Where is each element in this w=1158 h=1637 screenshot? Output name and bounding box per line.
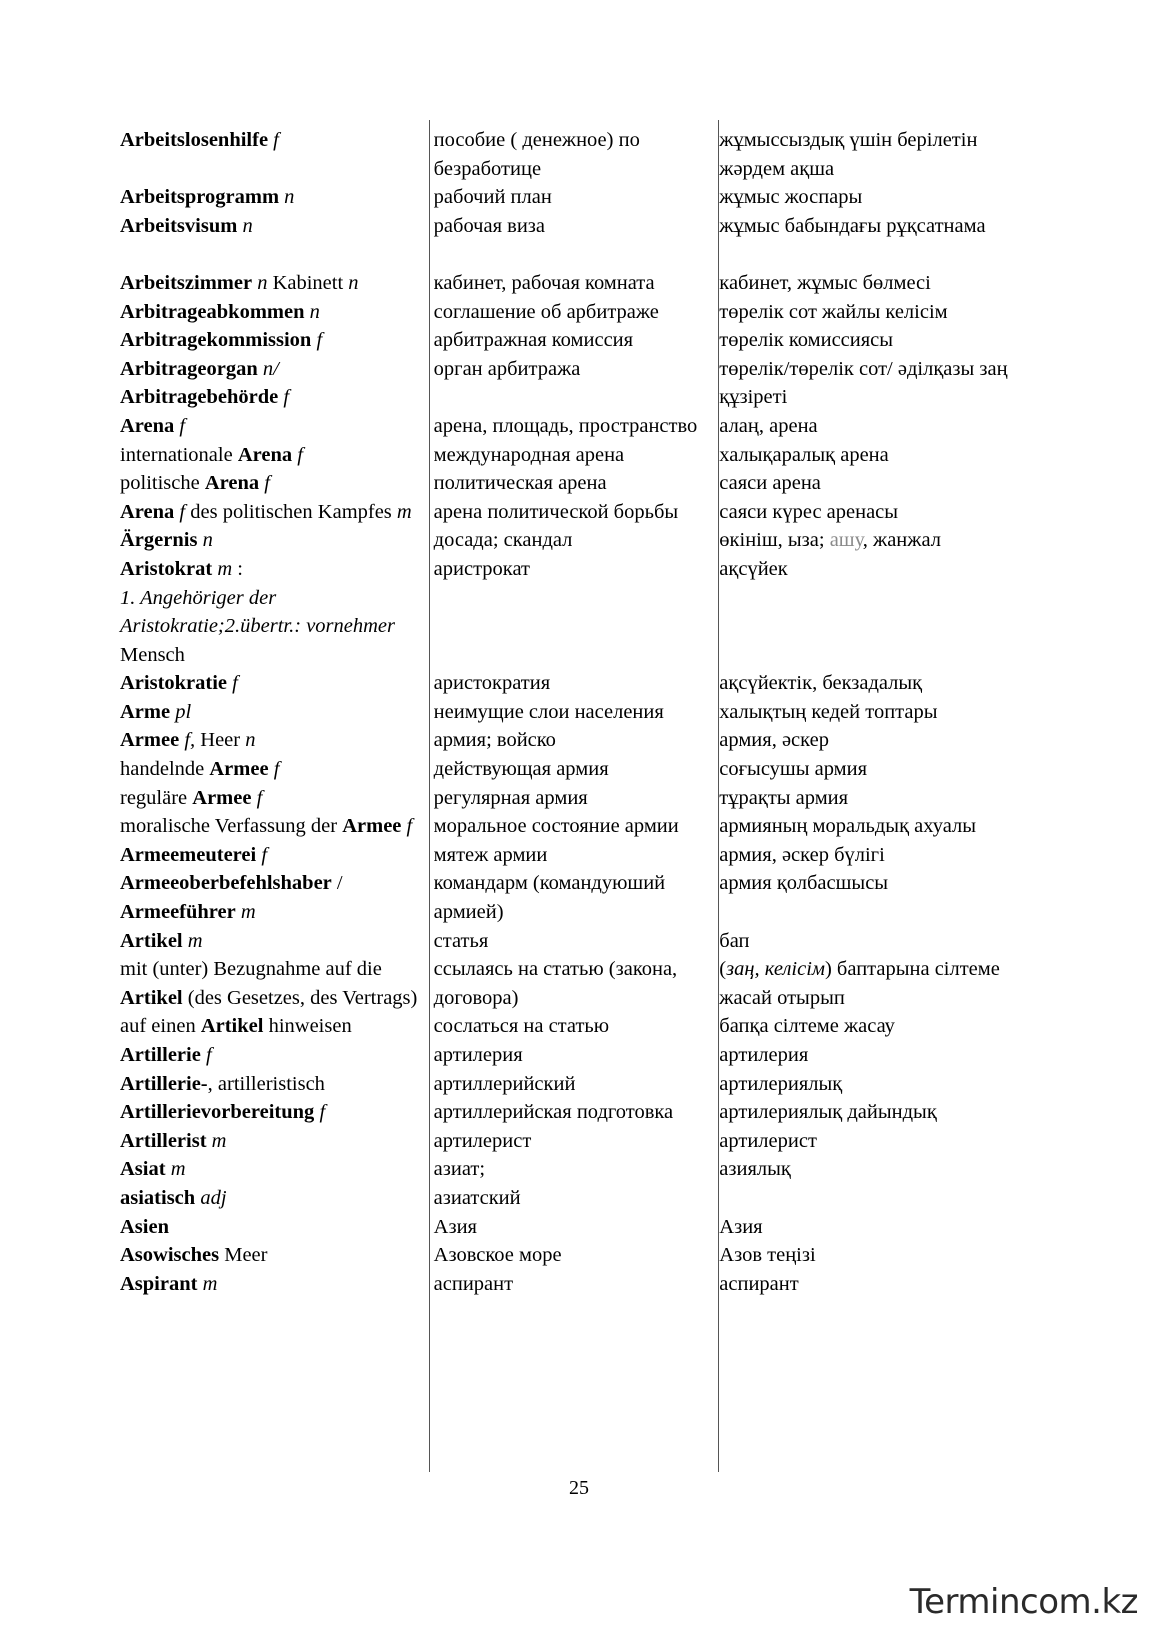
kazakh-translation: Азов теңізі: [719, 1244, 816, 1267]
russian-translation: азиатский: [433, 1186, 521, 1209]
table-row: [120, 1098, 1020, 1127]
russian-translation: арбитражная комиссия: [433, 329, 634, 352]
german-term-segment: f: [251, 786, 263, 809]
german-term-segment: f: [174, 414, 186, 437]
german-term-segment: Artillerievorbereitung: [120, 1101, 315, 1124]
german-term: [120, 126, 429, 183]
table-row: [120, 412, 1020, 441]
german-term: [120, 212, 429, 241]
german-term: [120, 669, 429, 698]
russian-translation: кабинет, рабочая комната: [433, 271, 655, 294]
german-term-segment: Artillerist: [120, 1129, 207, 1152]
german-term: [120, 1270, 429, 1299]
kazakh-translation: бап: [719, 929, 750, 952]
german-term-segment: Arena: [120, 414, 175, 437]
german-term: [120, 784, 429, 813]
russian-translation: аристократия: [433, 672, 551, 695]
german-term: [120, 183, 429, 212]
german-term-segment: hinweisen: [263, 1015, 352, 1038]
page-number: 25: [569, 1477, 589, 1499]
german-term-segment: Arme: [120, 700, 171, 723]
table-row: [120, 212, 1020, 241]
kazakh-translation: [714, 1184, 1020, 1213]
kazakh-translation: халықтың кедей топтары: [719, 700, 938, 723]
german-term-segment: m: [212, 557, 233, 580]
german-term-segment: Arbeitsvisum: [120, 214, 238, 237]
russian-translation: действующая армия: [433, 758, 609, 781]
german-term: [120, 240, 429, 297]
german-term-segment: n: [304, 300, 320, 323]
german-term: [120, 1184, 429, 1213]
table-row: [120, 869, 1020, 926]
kazakh-translation: кабинет, жұмыс бөлмесі: [719, 271, 931, 294]
table-row: [120, 1012, 1020, 1041]
german-term-segment: /: [331, 872, 343, 895]
kazakh-translation-segment: ) баптарына сілтеме жасай отырып: [719, 958, 1000, 1009]
german-term: [120, 1241, 429, 1270]
table-row: [120, 555, 1020, 669]
german-term-segment: m: [206, 1129, 227, 1152]
german-term-segment: Armee: [342, 815, 402, 838]
german-term-segment: Arbitragebehörde: [120, 386, 279, 409]
kazakh-translation: артилериялық: [719, 1072, 843, 1095]
russian-translation: мятеж армии: [433, 843, 548, 866]
table-row: [120, 298, 1020, 327]
russian-translation: пособие ( денежное) по безработице: [433, 129, 640, 180]
table-row: [120, 1270, 1020, 1299]
german-term: [120, 1155, 429, 1184]
russian-translation: соглашение об арбитраже: [433, 300, 659, 323]
german-term-segment: politische: [120, 472, 205, 495]
russian-translation: Азия: [433, 1215, 477, 1238]
kazakh-translation: жұмыс бабындағы рұқсатнама: [719, 214, 986, 237]
kazakh-translation: соғысушы армия: [719, 758, 868, 781]
german-term: [120, 1213, 429, 1242]
german-term-segment: des politischen Kampfes: [185, 500, 397, 523]
german-term-segment: Aspirant: [120, 1272, 198, 1295]
german-term-segment: Arbitrageabkommen: [120, 300, 305, 323]
german-term-segment: Artikel: [200, 1015, 264, 1038]
german-term-segment: Asowisches: [120, 1244, 220, 1267]
kazakh-translation-segment: өкініш, ыза;: [719, 529, 830, 552]
german-term: [120, 355, 429, 412]
kazakh-translation: армияның моральдық ахуалы: [719, 815, 976, 838]
russian-translation: регулярная армия: [433, 786, 588, 809]
german-term-segment: Armee: [192, 786, 252, 809]
german-term: [120, 755, 429, 784]
german-term-segment: Arena: [120, 500, 175, 523]
german-term: [120, 955, 429, 1012]
kazakh-translation: Азия: [719, 1215, 763, 1238]
kazakh-translation: [714, 955, 1020, 1012]
german-term-segment: n: [197, 529, 213, 552]
german-term-segment: f: [292, 443, 303, 466]
german-term: [120, 869, 429, 926]
table-row: [120, 1070, 1020, 1099]
german-term-segment: 1. Angehöriger der Aristokratie;2.übertr.: vornehmer: [120, 586, 395, 638]
german-term: [120, 1070, 429, 1099]
german-term-segment: , artilleristisch: [207, 1072, 325, 1095]
table-row: [120, 469, 1020, 498]
german-term: [120, 841, 429, 870]
german-term-segment: Arena: [237, 443, 293, 466]
russian-translation: армия; войско: [433, 729, 556, 752]
russian-translation: неимущие слои населения: [433, 700, 664, 723]
german-term: [120, 1012, 429, 1041]
table-row: [120, 1184, 1020, 1213]
kazakh-translation-segment: заң, келісім: [726, 958, 825, 981]
german-term-segment: f: [174, 500, 186, 523]
table-row: [120, 812, 1020, 841]
table-row: [120, 355, 1020, 412]
german-term-segment: Armeeführer: [120, 901, 236, 924]
german-term: [120, 1098, 429, 1127]
kazakh-translation-segment: ашу: [829, 529, 863, 552]
german-term-segment: f: [401, 815, 413, 838]
russian-translation: досада; скандал: [433, 529, 573, 552]
table-row: [120, 927, 1020, 956]
kazakh-translation: төрелік комиссиясы: [719, 329, 894, 352]
german-term-segment: m: [396, 500, 412, 523]
german-term: [120, 526, 429, 555]
kazakh-translation: саяси арена: [719, 472, 821, 495]
russian-translation: моральное состояние армии: [433, 815, 679, 838]
russian-translation: аристрокат: [433, 557, 530, 580]
german-term-segment: Arbeitszimmer: [120, 271, 253, 294]
german-term-segment: Kabinett: [267, 271, 349, 294]
german-term-segment: asiatisch: [120, 1186, 196, 1209]
german-term-segment: m: [165, 1158, 186, 1181]
german-term-segment: Meer: [219, 1244, 268, 1267]
german-term-segment: Armeemeuterei: [120, 843, 257, 866]
table-row: [120, 1155, 1020, 1184]
kazakh-translation: армия, әскер: [719, 729, 829, 752]
kazakh-translation: артилериялық дайындық: [719, 1101, 937, 1124]
russian-translation: сослаться на статью: [433, 1015, 610, 1038]
german-term-segment: m: [197, 1272, 218, 1295]
german-term: [120, 469, 429, 498]
german-term: [120, 298, 429, 327]
russian-translation: арена политической борьбы: [433, 500, 679, 523]
german-term-segment: Asiat: [120, 1158, 166, 1181]
german-term-segment: Arena: [204, 472, 260, 495]
german-term-segment: auf einen: [120, 1015, 201, 1038]
kazakh-translation: армия қолбасшысы: [719, 872, 889, 895]
russian-translation: орган арбитража: [433, 357, 581, 380]
german-term-segment: Artikel: [120, 986, 183, 1009]
logo-wordmark: Termincom.kz: [909, 1582, 1138, 1622]
german-term-segment: m: [182, 929, 203, 952]
german-term-segment: internationale: [120, 443, 238, 466]
russian-translation: артиллерийский: [433, 1072, 576, 1095]
termincom-logo: [910, 1582, 1138, 1624]
german-term: [120, 498, 429, 527]
table-row: [120, 126, 1020, 183]
german-term-segment: Artillerie: [120, 1044, 201, 1066]
german-term: [120, 726, 429, 755]
table-row: [120, 498, 1020, 527]
russian-translation: политическая арена: [433, 472, 607, 495]
russian-translation: международная арена: [433, 443, 625, 466]
table-row: [120, 726, 1020, 755]
kazakh-translation: бапқа сілтеме жасау: [719, 1015, 895, 1038]
kazakh-translation: тұрақты армия: [719, 786, 849, 809]
german-term-segment: f: [256, 843, 268, 866]
table-row: [120, 526, 1020, 555]
german-term-segment: n: [348, 271, 359, 294]
dictionary-body: [120, 126, 1020, 1298]
german-term: [120, 412, 429, 441]
german-term-segment: Asien: [120, 1215, 169, 1238]
german-term: [120, 326, 429, 355]
kazakh-translation: артилерист: [719, 1129, 817, 1152]
russian-translation: Азовское море: [433, 1244, 562, 1267]
german-term-segment: Armee: [209, 758, 269, 781]
russian-translation: статья: [433, 929, 489, 952]
german-term: [120, 441, 429, 470]
german-term-segment: Arbitragekommission: [120, 329, 312, 352]
german-term-segment: f,: [179, 729, 196, 752]
kazakh-translation: саяси күрес аренасы: [719, 500, 899, 523]
german-term-segment: f: [311, 329, 323, 352]
table-row: [120, 441, 1020, 470]
german-term-segment: f: [227, 672, 238, 695]
german-term-segment: Aristokrat: [120, 557, 213, 580]
german-term-segment: n: [252, 271, 268, 294]
kazakh-translation: жұмыс жоспары: [719, 186, 863, 209]
russian-translation: ссылаясь на статью (закона, договора): [433, 958, 678, 1009]
german-term: [120, 1041, 429, 1070]
table-row: [120, 326, 1020, 355]
kazakh-translation: [714, 526, 1020, 555]
kazakh-translation: артилерия: [719, 1044, 809, 1066]
russian-translation: артилерист: [433, 1129, 532, 1152]
german-term-segment: Arbeitsprogramm: [120, 186, 280, 209]
german-term-segment: n: [279, 186, 295, 209]
russian-translation: аспирант: [433, 1272, 514, 1295]
german-term-segment: Mensch: [120, 643, 185, 666]
german-term-segment: Arbitrageorgan: [120, 357, 258, 380]
kazakh-translation-segment: (: [719, 958, 727, 981]
german-term-segment: Artillerie-: [120, 1072, 208, 1095]
dictionary-table: [120, 126, 1020, 1298]
table-row: [120, 955, 1020, 1012]
table-row: [120, 1127, 1020, 1156]
russian-translation: арена, площадь, пространство: [433, 414, 698, 437]
russian-translation: азиат;: [433, 1158, 486, 1181]
german-term-segment: f: [314, 1101, 326, 1124]
german-term-segment: adj: [195, 1186, 227, 1209]
kazakh-translation: азиялық: [719, 1158, 791, 1181]
table-row: [120, 1041, 1020, 1070]
table-row: [120, 1241, 1020, 1270]
german-term: [120, 1127, 429, 1156]
kazakh-translation-segment: , жанжал: [862, 529, 941, 552]
kazakh-translation: ақсүйектік, бекзадалық: [719, 672, 923, 695]
german-term-segment: n/: [257, 357, 279, 380]
russian-translation: командарм (командуюший армией): [433, 872, 666, 924]
german-term: [120, 698, 429, 727]
table-row: [120, 784, 1020, 813]
german-term-segment: n: [237, 214, 253, 237]
kazakh-translation: төрелік сот жайлы келісім: [719, 300, 948, 323]
table-row: [120, 841, 1020, 870]
kazakh-translation: аспирант: [719, 1272, 799, 1295]
german-term-segment: Heer: [195, 729, 246, 752]
german-term-segment: Artikel: [120, 929, 183, 952]
german-term-segment: Ärgernis: [120, 529, 198, 552]
german-term-segment: :: [232, 557, 243, 580]
german-term-segment: moralische Verfassung der: [120, 815, 343, 838]
kazakh-translation: жұмыссыздық үшін берілетін жәрдем ақша: [719, 129, 978, 180]
table-row: [120, 183, 1020, 212]
german-term-segment: handelnde: [120, 758, 210, 781]
table-row: [120, 240, 1020, 297]
german-term-segment: reguläre: [120, 786, 193, 809]
kazakh-translation: ақсүйек: [719, 557, 788, 580]
table-row: [120, 755, 1020, 784]
german-term-segment: f: [268, 129, 279, 151]
german-term-segment: mit (unter) Bezugnahme auf die: [120, 958, 382, 981]
german-term-segment: pl: [170, 700, 192, 723]
russian-translation: артиллерийская подготовка: [433, 1101, 674, 1124]
german-term: [120, 927, 429, 956]
russian-translation: рабочий план: [433, 186, 552, 209]
kazakh-translation: армия, әскер бүлігі: [719, 843, 885, 866]
kazakh-translation: алаң, арена: [719, 414, 818, 437]
table-row: [120, 698, 1020, 727]
german-term-segment: f: [200, 1044, 212, 1066]
german-term-segment: m: [235, 901, 256, 924]
table-row: [120, 1213, 1020, 1242]
russian-translation: рабочая виза: [433, 214, 545, 237]
russian-translation: артилерия: [433, 1044, 523, 1066]
german-term-segment: Armee: [120, 729, 180, 752]
german-term-segment: Armeeoberbefehlshaber: [120, 872, 332, 895]
german-term-segment: n: [245, 729, 256, 752]
german-term-segment: f: [259, 472, 270, 495]
german-term-segment: Aristokratie: [120, 672, 228, 695]
german-term: [120, 812, 429, 841]
german-term-segment: (des Gesetzes, des Vertrags): [182, 986, 418, 1009]
kazakh-translation: халықаралық арена: [719, 443, 889, 466]
table-row: [120, 669, 1020, 698]
german-term: [120, 555, 429, 669]
kazakh-translation: төрелік/төрелік сот/ әділқазы заң құзіреті: [719, 357, 1008, 409]
german-term-segment: f: [278, 386, 290, 409]
german-term-segment: f: [268, 758, 280, 781]
german-term-segment: Arbeitslosenhilfe: [120, 129, 269, 151]
